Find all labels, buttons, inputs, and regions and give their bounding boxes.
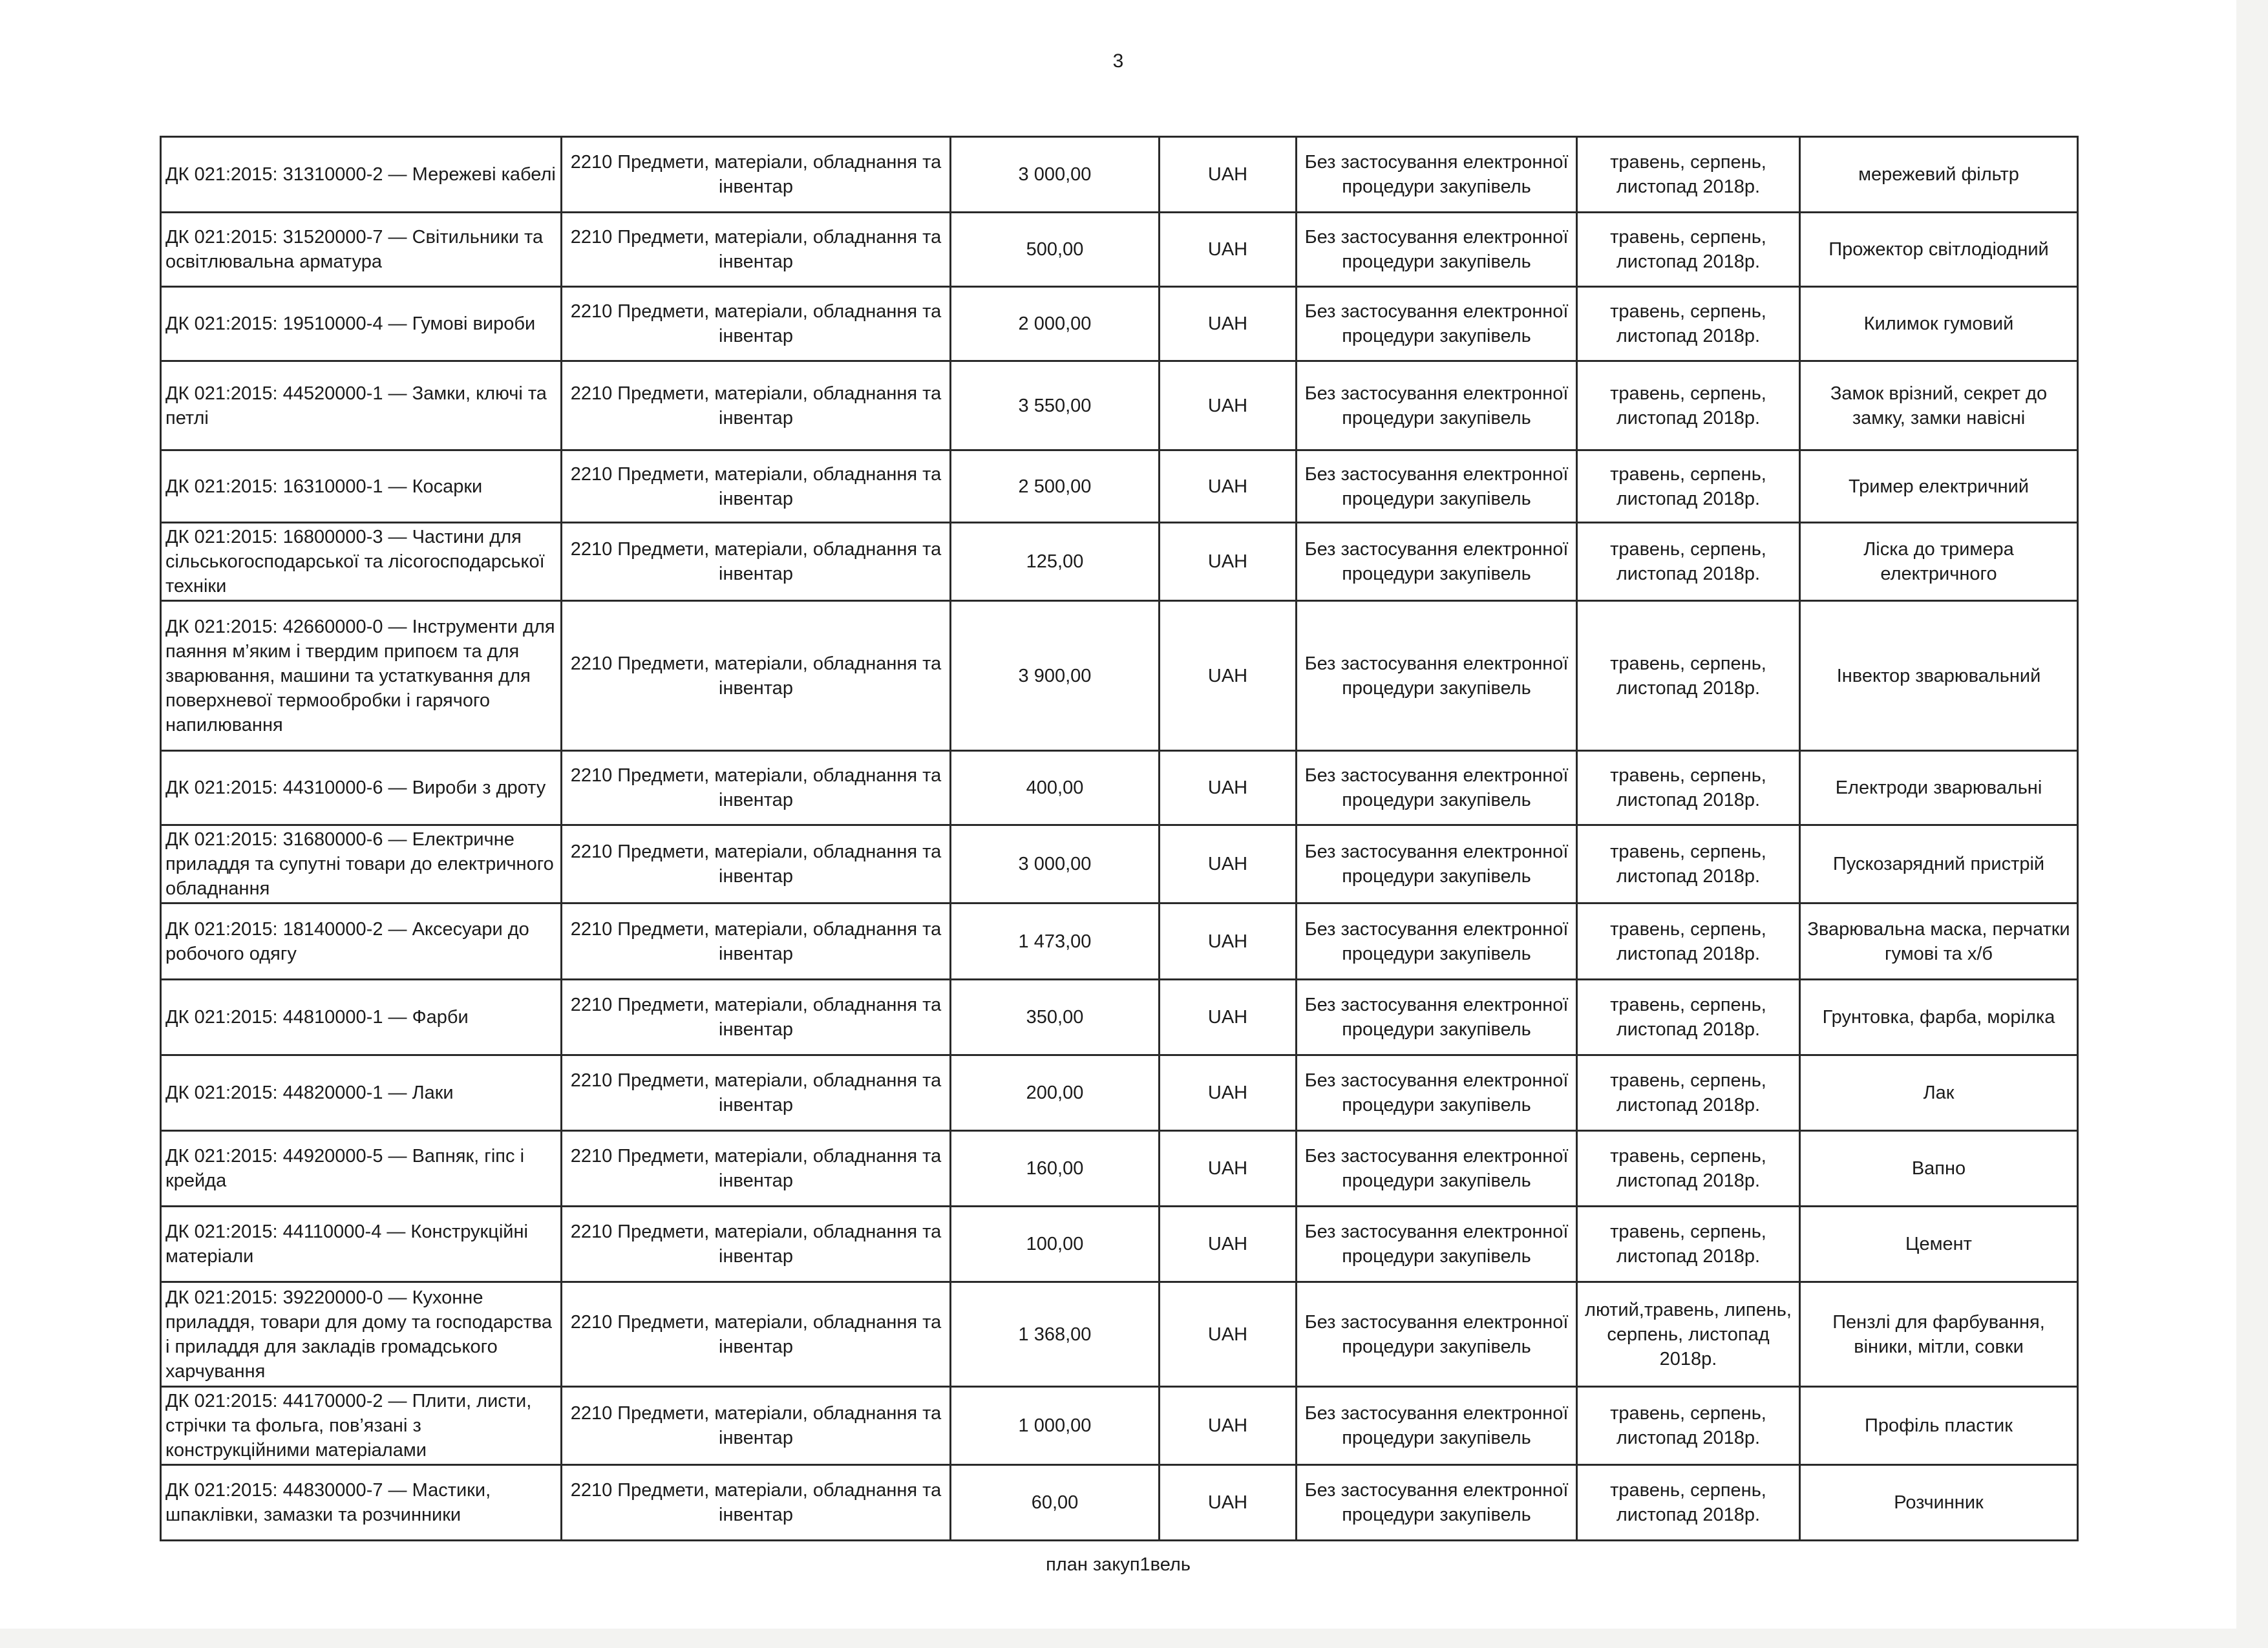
amount-cell: 1 473,00 xyxy=(951,903,1160,980)
kekv-cell: 2210 Предмети, матеріали, обладнання та інвентар xyxy=(562,980,951,1055)
currency-cell: UAH xyxy=(1160,450,1297,523)
cpv-code-cell: ДК 021:2015: 31310000-2 — Мережеві кабелі xyxy=(161,137,562,213)
period-cell: травень, серпень, листопад 2018р. xyxy=(1577,450,1800,523)
amount-cell: 2 500,00 xyxy=(951,450,1160,523)
table-row xyxy=(161,137,2078,213)
page-number: 3 xyxy=(1112,50,1124,72)
kekv-cell: 2210 Предмети, матеріали, обладнання та інвентар xyxy=(562,137,951,213)
amount-cell: 1 000,00 xyxy=(951,1387,1160,1465)
kekv-cell: 2210 Предмети, матеріали, обладнання та інвентар xyxy=(562,1387,951,1465)
period-cell: травень, серпень, листопад 2018р. xyxy=(1577,903,1800,980)
procedure-cell: Без застосування електронної процедури закупівель xyxy=(1297,825,1577,903)
note-cell: Розчинник xyxy=(1800,1465,2078,1541)
table-row xyxy=(161,1131,2078,1207)
procedure-cell: Без застосування електронної процедури закупівель xyxy=(1297,287,1577,361)
procedure-cell: Без застосування електронної процедури закупівель xyxy=(1297,751,1577,825)
currency-cell: UAH xyxy=(1160,1055,1297,1131)
table-row xyxy=(161,1282,2078,1387)
cpv-code-cell: ДК 021:2015: 16310000-1 — Косарки xyxy=(161,450,562,523)
amount-cell: 2 000,00 xyxy=(951,287,1160,361)
note-cell: Електроди зварювальні xyxy=(1800,751,2078,825)
note-cell: Килимок гумовий xyxy=(1800,287,2078,361)
table-row xyxy=(161,523,2078,601)
period-cell: травень, серпень, листопад 2018р. xyxy=(1577,980,1800,1055)
procedure-cell: Без застосування електронної процедури закупівель xyxy=(1297,903,1577,980)
note-cell: Пензлі для фарбування, віники, мітли, совки xyxy=(1800,1282,2078,1387)
procedure-cell: Без застосування електронної процедури закупівель xyxy=(1297,450,1577,523)
table-row xyxy=(161,1465,2078,1541)
period-cell: травень, серпень, листопад 2018р. xyxy=(1577,601,1800,751)
procedure-cell: Без застосування електронної процедури закупівель xyxy=(1297,601,1577,751)
currency-cell: UAH xyxy=(1160,287,1297,361)
currency-cell: UAH xyxy=(1160,361,1297,450)
cpv-code-cell: ДК 021:2015: 44810000-1 — Фарби xyxy=(161,980,562,1055)
kekv-cell: 2210 Предмети, матеріали, обладнання та інвентар xyxy=(562,1131,951,1207)
period-cell: травень, серпень, листопад 2018р. xyxy=(1577,137,1800,213)
currency-cell: UAH xyxy=(1160,601,1297,751)
amount-cell: 350,00 xyxy=(951,980,1160,1055)
period-cell: травень, серпень, листопад 2018р. xyxy=(1577,1131,1800,1207)
period-cell: травень, серпень, листопад 2018р. xyxy=(1577,1207,1800,1282)
kekv-cell: 2210 Предмети, матеріали, обладнання та інвентар xyxy=(562,825,951,903)
procedure-cell: Без застосування електронної процедури закупівель xyxy=(1297,1207,1577,1282)
cpv-code-cell: ДК 021:2015: 44820000-1 — Лаки xyxy=(161,1055,562,1131)
amount-cell: 400,00 xyxy=(951,751,1160,825)
kekv-cell: 2210 Предмети, матеріали, обладнання та інвентар xyxy=(562,213,951,287)
procedure-cell: Без застосування електронної процедури закупівель xyxy=(1297,523,1577,601)
kekv-cell: 2210 Предмети, матеріали, обладнання та інвентар xyxy=(562,1465,951,1541)
table-row xyxy=(161,450,2078,523)
procedure-cell: Без застосування електронної процедури закупівель xyxy=(1297,213,1577,287)
cpv-code-cell: ДК 021:2015: 39220000-0 — Кухонне приладдя, товари для дому та господарства і приладдя для закладів громадського харчування xyxy=(161,1282,562,1387)
currency-cell: UAH xyxy=(1160,1282,1297,1387)
kekv-cell: 2210 Предмети, матеріали, обладнання та інвентар xyxy=(562,523,951,601)
currency-cell: UAH xyxy=(1160,137,1297,213)
procedure-cell: Без застосування електронної процедури закупівель xyxy=(1297,1387,1577,1465)
kekv-cell: 2210 Предмети, матеріали, обладнання та інвентар xyxy=(562,1282,951,1387)
note-cell: мережевий фільтр xyxy=(1800,137,2078,213)
procedure-cell: Без застосування електронної процедури закупівель xyxy=(1297,1282,1577,1387)
period-cell: травень, серпень, листопад 2018р. xyxy=(1577,523,1800,601)
kekv-cell: 2210 Предмети, матеріали, обладнання та інвентар xyxy=(562,1055,951,1131)
table-row xyxy=(161,1387,2078,1465)
amount-cell: 3 000,00 xyxy=(951,137,1160,213)
kekv-cell: 2210 Предмети, матеріали, обладнання та інвентар xyxy=(562,450,951,523)
table-row xyxy=(161,1207,2078,1282)
procedure-cell: Без застосування електронної процедури закупівель xyxy=(1297,1465,1577,1541)
currency-cell: UAH xyxy=(1160,751,1297,825)
note-cell: Вапно xyxy=(1800,1131,2078,1207)
table-row xyxy=(161,751,2078,825)
note-cell: Тример електричний xyxy=(1800,450,2078,523)
amount-cell: 100,00 xyxy=(951,1207,1160,1282)
currency-cell: UAH xyxy=(1160,903,1297,980)
amount-cell: 3 900,00 xyxy=(951,601,1160,751)
cpv-code-cell: ДК 021:2015: 44110000-4 — Конструкційні матеріали xyxy=(161,1207,562,1282)
note-cell: Профіль пластик xyxy=(1800,1387,2078,1465)
currency-cell: UAH xyxy=(1160,1207,1297,1282)
period-cell: лютий,травень, липень, серпень, листопад 2018р. xyxy=(1577,1282,1800,1387)
note-cell: Лак xyxy=(1800,1055,2078,1131)
procurement-plan-table xyxy=(160,136,2079,1541)
cpv-code-cell: ДК 021:2015: 16800000-3 — Частини для сільськогосподарської та лісогосподарської техніки xyxy=(161,523,562,601)
amount-cell: 3 000,00 xyxy=(951,825,1160,903)
period-cell: травень, серпень, листопад 2018р. xyxy=(1577,1387,1800,1465)
procedure-cell: Без застосування електронної процедури закупівель xyxy=(1297,361,1577,450)
currency-cell: UAH xyxy=(1160,1387,1297,1465)
kekv-cell: 2210 Предмети, матеріали, обладнання та інвентар xyxy=(562,1207,951,1282)
cpv-code-cell: ДК 021:2015: 31680000-6 — Електричне приладдя та супутні товари до електричного обладнання xyxy=(161,825,562,903)
cpv-code-cell: ДК 021:2015: 42660000-0 — Інструменти для паяння м’яким і твердим припоєм та для зварювання, машини та устаткування для поверхневої термообробки і гарячого напилювання xyxy=(161,601,562,751)
period-cell: травень, серпень, листопад 2018р. xyxy=(1577,213,1800,287)
cpv-code-cell: ДК 021:2015: 44520000-1 — Замки, ключі та петлі xyxy=(161,361,562,450)
procedure-cell: Без застосування електронної процедури закупівель xyxy=(1297,980,1577,1055)
currency-cell: UAH xyxy=(1160,213,1297,287)
table-row xyxy=(161,287,2078,361)
note-cell: Пускозарядний пристрій xyxy=(1800,825,2078,903)
table-row xyxy=(161,825,2078,903)
amount-cell: 500,00 xyxy=(951,213,1160,287)
table-row xyxy=(161,601,2078,751)
note-cell: Замок врізний, секрет до замку, замки навісні xyxy=(1800,361,2078,450)
note-cell: Цемент xyxy=(1800,1207,2078,1282)
note-cell: Ліска до тримера електричного xyxy=(1800,523,2078,601)
kekv-cell: 2210 Предмети, матеріали, обладнання та інвентар xyxy=(562,751,951,825)
cpv-code-cell: ДК 021:2015: 44830000-7 — Мастики, шпаклівки, замазки та розчинники xyxy=(161,1465,562,1541)
amount-cell: 125,00 xyxy=(951,523,1160,601)
table-body xyxy=(161,137,2078,1541)
procedure-cell: Без застосування електронної процедури закупівель xyxy=(1297,1055,1577,1131)
period-cell: травень, серпень, листопад 2018р. xyxy=(1577,1055,1800,1131)
period-cell: травень, серпень, листопад 2018р. xyxy=(1577,361,1800,450)
amount-cell: 200,00 xyxy=(951,1055,1160,1131)
kekv-cell: 2210 Предмети, матеріали, обладнання та інвентар xyxy=(562,287,951,361)
cpv-code-cell: ДК 021:2015: 19510000-4 — Гумові вироби xyxy=(161,287,562,361)
amount-cell: 1 368,00 xyxy=(951,1282,1160,1387)
period-cell: травень, серпень, листопад 2018р. xyxy=(1577,287,1800,361)
cpv-code-cell: ДК 021:2015: 44920000-5 — Вапняк, гіпс і крейда xyxy=(161,1131,562,1207)
cpv-code-cell: ДК 021:2015: 18140000-2 — Аксесуари до робочого одягу xyxy=(161,903,562,980)
period-cell: травень, серпень, листопад 2018р. xyxy=(1577,825,1800,903)
kekv-cell: 2210 Предмети, матеріали, обладнання та інвентар xyxy=(562,601,951,751)
currency-cell: UAH xyxy=(1160,1131,1297,1207)
note-cell: Зварювальна маска, перчатки гумові та х/б xyxy=(1800,903,2078,980)
table-row xyxy=(161,361,2078,450)
currency-cell: UAH xyxy=(1160,1465,1297,1541)
amount-cell: 60,00 xyxy=(951,1465,1160,1541)
currency-cell: UAH xyxy=(1160,523,1297,601)
period-cell: травень, серпень, листопад 2018р. xyxy=(1577,751,1800,825)
note-cell: Прожектор світлодіодний xyxy=(1800,213,2078,287)
table-row xyxy=(161,1055,2078,1131)
cpv-code-cell: ДК 021:2015: 44170000-2 — Плити, листи, стрічки та фольга, пов’язані з конструкційними матеріалами xyxy=(161,1387,562,1465)
page-footer: план закуп1вель xyxy=(1046,1554,1191,1575)
note-cell: Грунтовка, фарба, морілка xyxy=(1800,980,2078,1055)
currency-cell: UAH xyxy=(1160,980,1297,1055)
currency-cell: UAH xyxy=(1160,825,1297,903)
table-row xyxy=(161,903,2078,980)
cpv-code-cell: ДК 021:2015: 44310000-6 — Вироби з дроту xyxy=(161,751,562,825)
kekv-cell: 2210 Предмети, матеріали, обладнання та інвентар xyxy=(562,903,951,980)
table-row xyxy=(161,213,2078,287)
procedure-cell: Без застосування електронної процедури закупівель xyxy=(1297,1131,1577,1207)
period-cell: травень, серпень, листопад 2018р. xyxy=(1577,1465,1800,1541)
cpv-code-cell: ДК 021:2015: 31520000-7 — Світильники та освітлювальна арматура xyxy=(161,213,562,287)
amount-cell: 3 550,00 xyxy=(951,361,1160,450)
kekv-cell: 2210 Предмети, матеріали, обладнання та інвентар xyxy=(562,361,951,450)
procedure-cell: Без застосування електронної процедури закупівель xyxy=(1297,137,1577,213)
table-row xyxy=(161,980,2078,1055)
amount-cell: 160,00 xyxy=(951,1131,1160,1207)
note-cell: Інвектор зварювальний xyxy=(1800,601,2078,751)
